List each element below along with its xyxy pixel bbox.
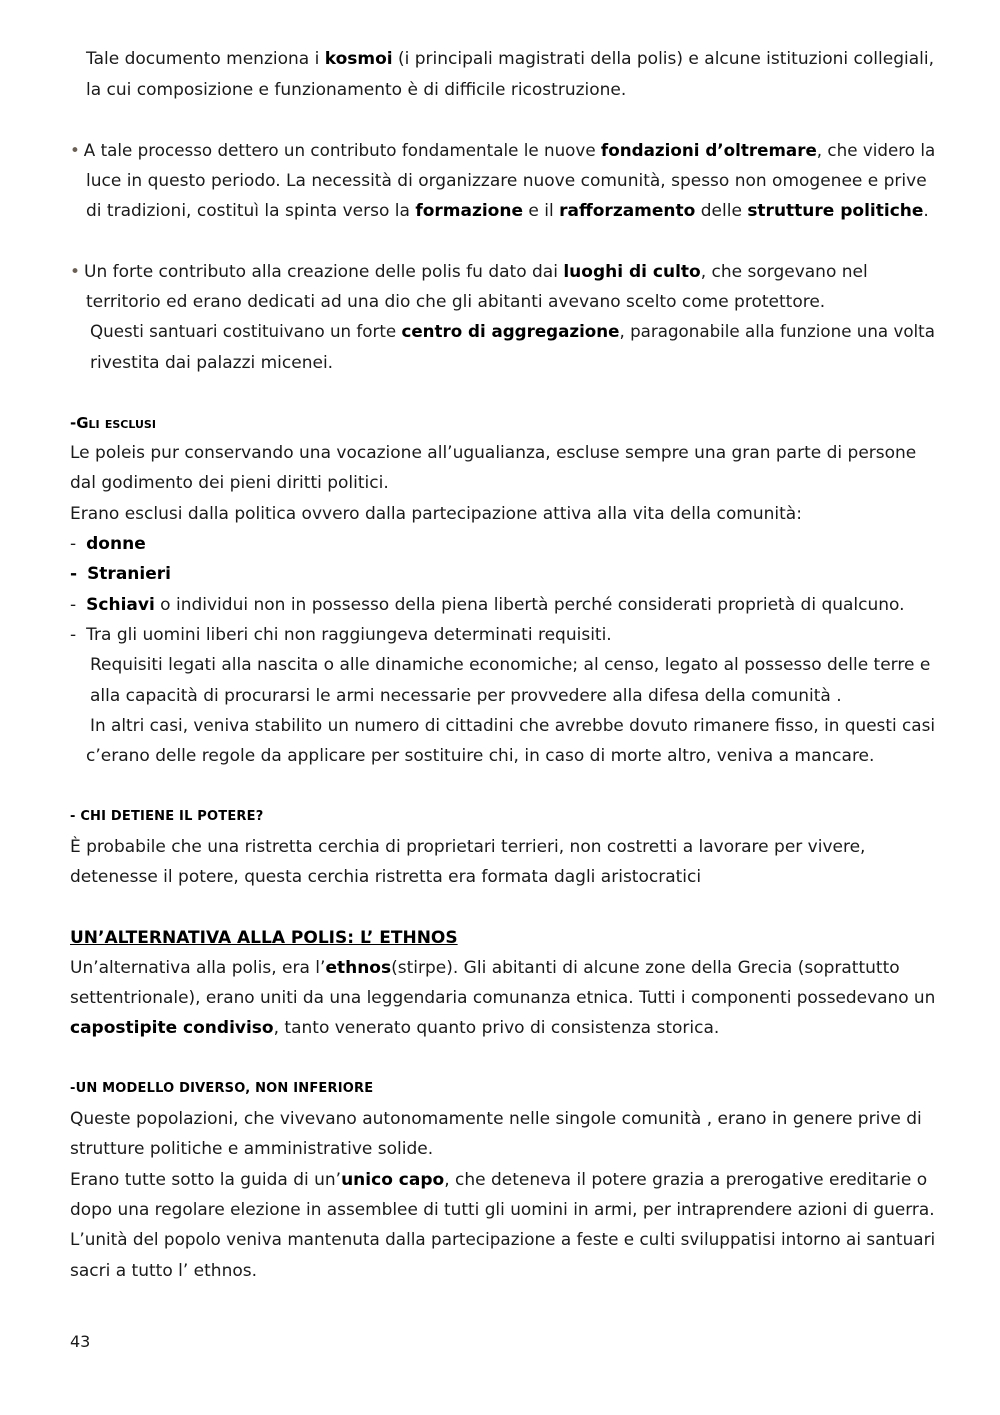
section-heading-potere: - CHI DETIENE IL POTERE?: [70, 809, 264, 824]
bold-term: capostipite condiviso: [70, 1018, 274, 1038]
text: Tra gli uomini liberi chi non raggiungeva determinati requisiti.: [86, 625, 612, 645]
paragraph-line: [70, 1169, 927, 1191]
paragraph-line: L’unità del popolo veniva mantenuta dalla partecipazione a feste e culti sviluppatisi intorno ai santuari: [70, 1230, 936, 1250]
paragraph-line: [86, 48, 934, 70]
text: Erano tutte sotto la guida di un’: [70, 1170, 342, 1190]
text: Un’alternativa alla polis, era l’: [70, 958, 326, 978]
dash-marker: -: [70, 534, 77, 554]
paragraph-line: rivestita dai palazzi micenei.: [90, 353, 334, 373]
paragraph-line: Le poleis pur conservando una vocazione all’ugualianza, escluse sempre una gran parte di persone: [70, 443, 917, 463]
bullet-icon: •: [70, 141, 80, 161]
bullet-line: [70, 261, 868, 283]
dash-marker: -: [70, 625, 77, 645]
bullet-line: [70, 140, 935, 162]
list-item: [70, 594, 905, 616]
text: , che videro la: [816, 141, 936, 161]
paragraph-line: [86, 200, 929, 222]
text: A tale processo dettero un contributo fondamentale le nuove: [83, 141, 601, 161]
text: o individui non in possesso della piena libertà perché considerati proprietà di qualcuno.: [154, 595, 905, 615]
text: , paragonabile alla funzione una volta: [619, 322, 935, 342]
paragraph-line: [70, 957, 900, 979]
bold-term: fondazioni d’oltremare: [600, 141, 817, 161]
section-heading-ethnos: UN’ALTERNATIVA ALLA POLIS: L’ ETHNOS: [70, 928, 458, 948]
text: (stirpe). Gli abitanti di alcune zone della Grecia (soprattutto: [391, 958, 900, 978]
section-heading-modello: -UN MODELLO DIVERSO, NON INFERIORE: [70, 1081, 374, 1096]
paragraph-line: c’erano delle regole da applicare per sostituire chi, in caso di morte altro, veniva a mancare.: [86, 746, 875, 766]
paragraph-line: Requisiti legati alla nascita o alle dinamiche economiche; al censo, legato al possesso delle terre e: [90, 655, 931, 675]
paragraph-line: [90, 321, 935, 343]
text: , che deteneva il potere grazia a prerogative ereditarie o: [444, 1170, 928, 1190]
list-item: [70, 624, 612, 646]
paragraph-line: strutture politiche e amministrative solide.: [70, 1139, 434, 1159]
paragraph-line: la cui composizione e funzionamento è di difficile ricostruzione.: [86, 80, 627, 100]
bold-term: centro di aggregazione: [401, 322, 620, 342]
bold-term: strutture politiche: [747, 201, 924, 221]
bold-term: unico capo: [341, 1170, 445, 1190]
text: e il: [523, 201, 560, 221]
bold-term: ethnos: [325, 958, 392, 978]
bold-term: donne: [86, 534, 146, 554]
paragraph-line: Erano esclusi dalla politica ovvero dalla partecipazione attiva alla vita della comunità:: [70, 504, 802, 524]
paragraph-line: In altri casi, veniva stabilito un numero di cittadini che avrebbe dovuto rimanere fisso, in questi casi: [90, 716, 936, 736]
paragraph-line: [70, 1017, 719, 1039]
text: .: [923, 201, 929, 221]
bold-term: kosmoi: [324, 49, 393, 69]
paragraph-line: dopo una regolare elezione in assemblee di tutti gli uomini in armi, per intraprendere azioni di guerra.: [70, 1200, 935, 1220]
text: Un forte contributo alla creazione delle polis fu dato dai: [84, 262, 564, 282]
bold-term: formazione: [415, 201, 523, 221]
paragraph-line: Queste popolazioni, che vivevano autonomamente nelle singole comunità , erano in genere prive di: [70, 1109, 922, 1129]
paragraph-line: luce in questo periodo. La necessità di organizzare nuove comunità, spesso non omogenee e prive: [86, 171, 927, 191]
paragraph-line: territorio ed erano dedicati ad una dio che gli abitanti avevano scelto come protettore.: [86, 292, 826, 312]
list-item: [70, 533, 146, 555]
paragraph-line: detenesse il potere, questa cerchia ristretta era formata dagli aristocratici: [70, 867, 702, 887]
bold-term: rafforzamento: [559, 201, 696, 221]
bold-term: luoghi di culto: [563, 262, 701, 282]
text: (i principali magistrati della polis) e alcune istituzioni collegiali,: [392, 49, 934, 69]
paragraph-line: È probabile che una ristretta cerchia di proprietari terrieri, non costretti a lavorare per vivere,: [70, 837, 866, 857]
paragraph-line: settentrionale), erano uniti da una leggendaria comunanza etnica. Tutti i componenti possedevano un: [70, 988, 936, 1008]
bullet-icon: •: [70, 262, 81, 282]
text: di tradizioni, costituì la spinta verso la: [86, 201, 416, 221]
text: Questi santuari costituivano un forte: [90, 322, 402, 342]
paragraph-line: dal godimento dei pieni diritti politici.: [70, 473, 389, 493]
page-number: 43: [70, 1332, 91, 1351]
paragraph-line: alla capacità di procurarsi le armi necessarie per provvedere alla difesa della comunità .: [90, 686, 842, 706]
text: Tale documento menziona i: [86, 49, 325, 69]
text: delle: [695, 201, 748, 221]
section-heading-esclusi: -Gli esclusi: [70, 414, 156, 432]
text: , che sorgevano nel: [700, 262, 868, 282]
dash-marker: -: [70, 564, 78, 584]
dash-marker: -: [70, 595, 77, 615]
list-item: [70, 563, 171, 585]
text: , tanto venerato quanto privo di consistenza storica.: [273, 1018, 720, 1038]
paragraph-line: sacri a tutto l’ ethnos.: [70, 1261, 257, 1281]
bold-term: Schiavi: [86, 595, 155, 615]
bold-term: Stranieri: [87, 564, 171, 584]
